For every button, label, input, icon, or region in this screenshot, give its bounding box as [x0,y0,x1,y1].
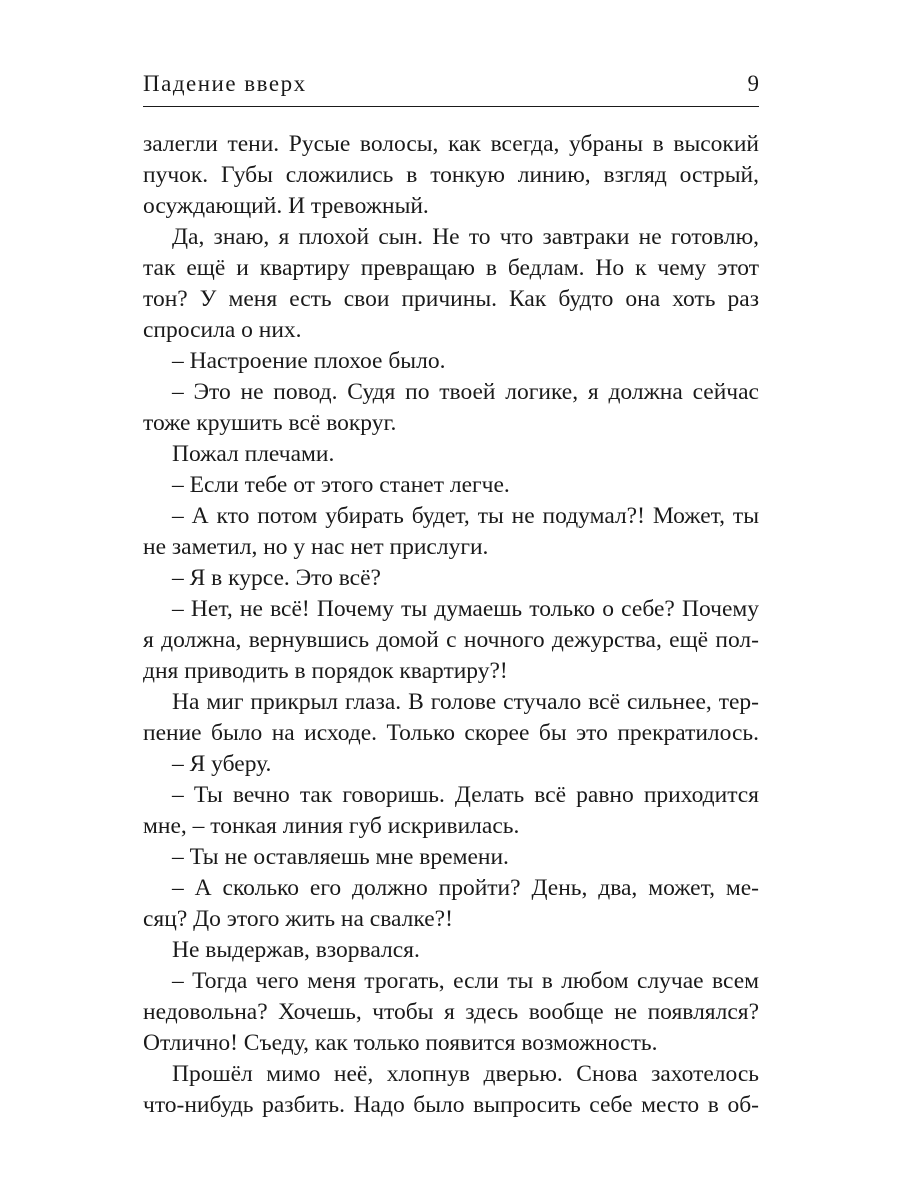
text-line: я должна, вернувшись домой с ночного дежурства, ещё пол- [143,627,759,653]
running-header [143,70,759,107]
text-line: – Нет, не всё! Почему ты думаешь только о себе? Почему [172,596,759,622]
text-line: Отлично! Съеду, как только появится возможность. [143,1030,658,1056]
text-line: – Тогда чего меня трогать, если ты в любом случае всем [172,968,759,994]
text-line: мне, – тонкая линия губ искривилась. [143,813,520,839]
text-line: сяц? До этого жить на свалке?! [143,906,453,932]
text-line: – Настроение плохое было. [172,348,446,374]
text-line: – Ты не оставляешь мне времени. [172,844,509,870]
text-line: Пожал плечами. [172,441,335,467]
text-line: – А кто потом убирать будет, ты не подумал?! Может, ты [172,503,759,529]
text-line: не заметил, но у нас нет прислуги. [143,534,489,560]
text-line: – Если тебе от этого станет легче. [172,472,510,498]
text-line: – Я уберу. [172,751,272,777]
running-title: Падение вверх [143,71,307,96]
body-text [143,129,759,1121]
text-line: – Я в курсе. Это всё? [172,565,381,591]
text-line: пение было на исходе. Только скорее бы это прекратилось. [143,720,759,746]
text-line: На миг прикрыл глаза. В голове стучало всё сильнее, тер- [172,689,759,715]
text-line: Не выдержав, взорвался. [172,937,420,963]
text-line: недовольна? Хочешь, чтобы я здесь вообще не появлялся? [143,999,759,1025]
text-line: осуждающий. И тревожный. [143,193,429,219]
page-number: 9 [747,71,759,96]
text-line: тон? У меня есть свои причины. Как будто она хоть раз [143,286,759,312]
text-line: спросила о них. [143,317,302,343]
text-line: Прошёл мимо неё, хлопнув дверью. Снова захотелось [172,1061,759,1087]
text-line: что-нибудь разбить. Надо было выпросить себе место в об- [143,1092,759,1118]
text-line: так ещё и квартиру превращаю в бедлам. Но к чему этот [143,255,759,281]
text-line: – А сколько его должно пройти? День, два, может, ме- [172,875,759,901]
text-line: – Ты вечно так говоришь. Делать всё равно приходится [172,782,759,808]
text-line: пучок. Губы сложились в тонкую линию, взгляд острый, [143,162,759,188]
text-line: залегли тени. Русые волосы, как всегда, убраны в высокий [143,131,759,157]
text-line: Да, знаю, я плохой сын. Не то что завтраки не готовлю, [172,224,759,250]
text-line: дня приводить в порядок квартиру?! [143,658,508,684]
text-line: тоже крушить всё вокруг. [143,410,397,436]
text-line: – Это не повод. Судя по твоей логике, я должна сейчас [172,379,759,405]
